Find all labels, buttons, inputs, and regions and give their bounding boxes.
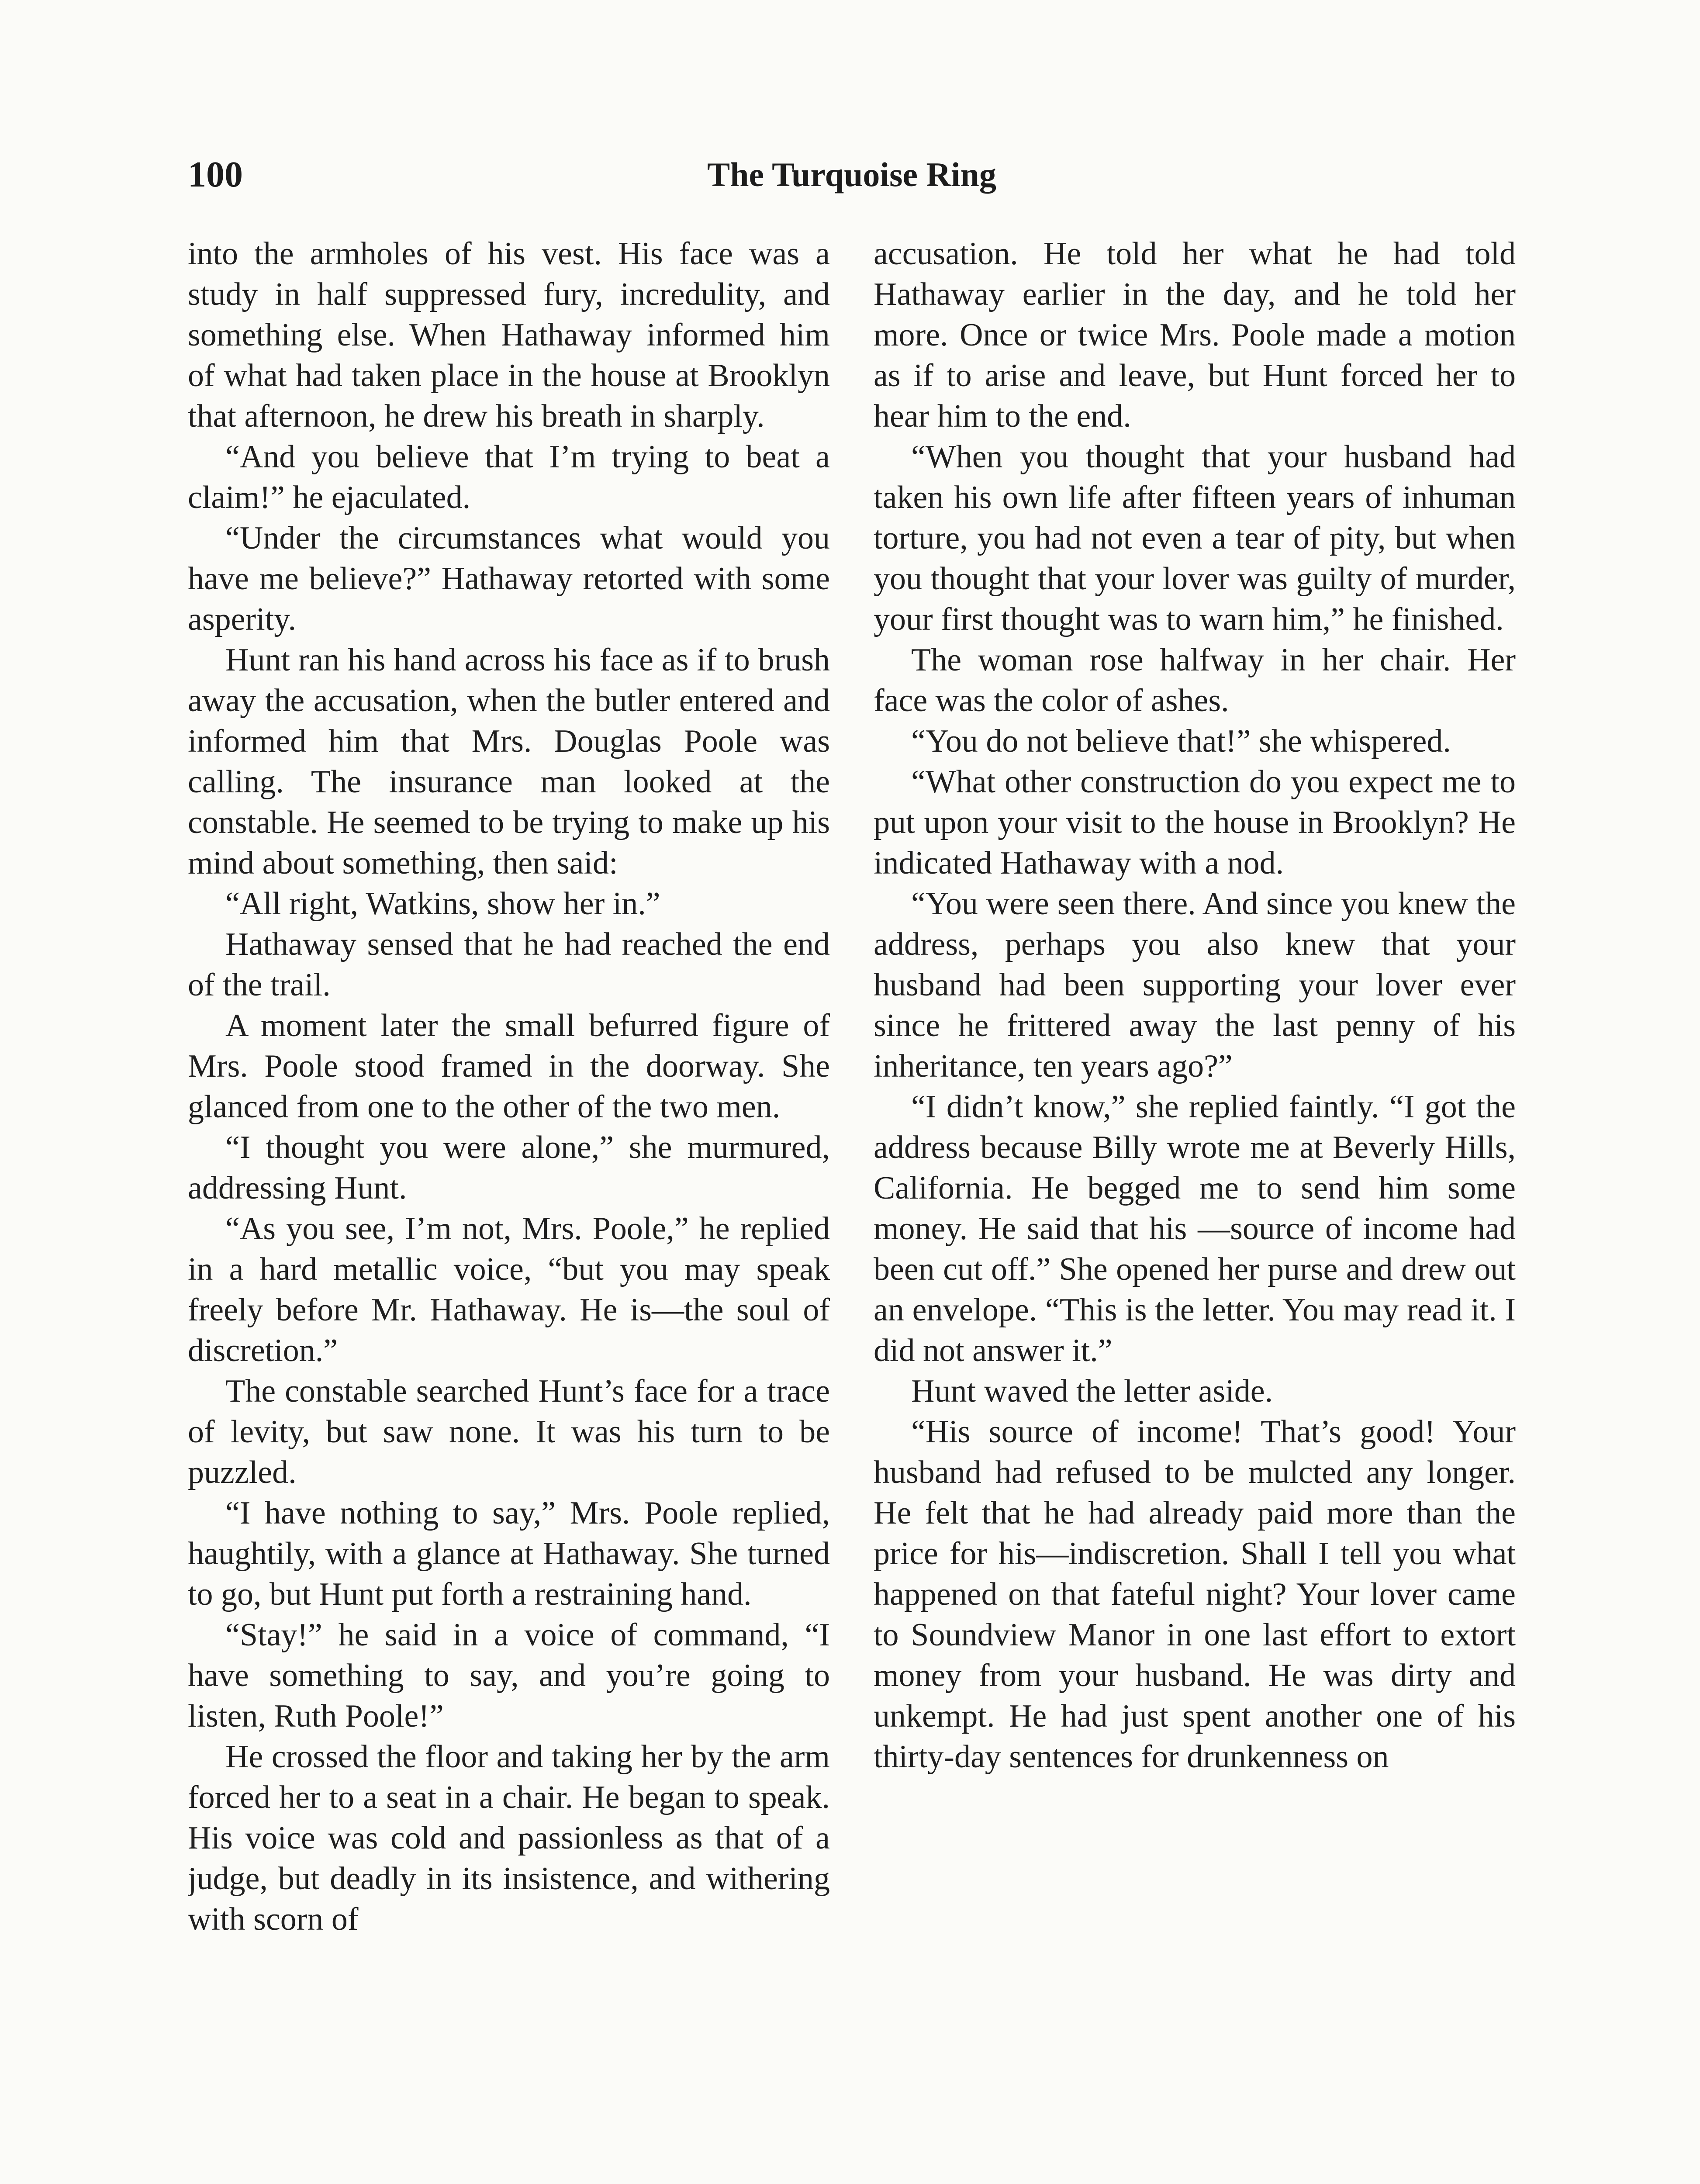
- running-title: The Turquoise Ring: [707, 156, 996, 194]
- paragraph: “Stay!” he said in a voice of command, “I have something to say, and you’re going to listen, Ruth Poole!”: [188, 1617, 830, 1734]
- paragraph: “His source of income! That’s good! Your husband had refused to be mulcted any longer. He felt that he had already paid more than the price for his—indiscretion. Shall I tell you what happened on that fateful night? Your lover came to Soundview Manor in one last effort to extort money from your husband. He was dirty and unkempt. He had just spent another one of his thirty-day sentences for drunkenness on: [874, 1414, 1516, 1775]
- paragraph: He crossed the floor and taking her by the arm forced her to a seat in a chair. He began to speak. His voice was cold and passionless as that of a judge, but deadly in its insistence, and withering with scorn of: [188, 1739, 830, 1937]
- paragraph: “And you believe that I’m trying to beat a claim!” he ejaculated.: [188, 439, 830, 515]
- paragraph: accusation. He told her what he had told Hathaway earlier in the day, and he told her more. Once or twice Mrs. Poole made a motion as if to arise and leave, but Hunt forced her to hear him to the end.: [874, 236, 1516, 434]
- paragraph: “I have nothing to say,” Mrs. Poole replied, haughtily, with a glance at Hathaway. She turned to go, but Hunt put forth a restraining hand.: [188, 1495, 830, 1612]
- paragraph: “You do not believe that!” she whispered.: [911, 723, 1451, 759]
- left-text-column: [188, 234, 830, 2184]
- page-number: 100: [188, 154, 243, 195]
- paragraph: “All right, Watkins, show her in.”: [225, 886, 660, 922]
- paragraph: Hathaway sensed that he had reached the end of the trail.: [188, 926, 830, 1003]
- paragraph: “I thought you were alone,” she murmured, addressing Hunt.: [188, 1130, 830, 1206]
- paragraph: into the armholes of his vest. His face was a study in half suppressed fury, incredulity, and something else. When Hathaway informed him of what had taken place in the house at Brooklyn that afternoon, he drew his breath in sharply.: [188, 236, 830, 434]
- paragraph: Hunt ran his hand across his face as if to brush away the accusation, when the butler entered and informed him that Mrs. Douglas Poole was calling. The insurance man looked at the constable. He seemed to be trying to make up his mind about something, then said:: [188, 642, 830, 881]
- paragraph: The constable searched Hunt’s face for a trace of levity, but saw none. It was his turn to be puzzled.: [188, 1373, 830, 1490]
- paragraph: “What other construction do you expect me to put upon your visit to the house in Brooklyn? He indicated Hathaway with a nod.: [874, 764, 1516, 881]
- paragraph: A moment later the small befurred figure of Mrs. Poole stood framed in the doorway. She glanced from one to the other of the two men.: [188, 1008, 830, 1125]
- right-text-column: [874, 234, 1516, 2184]
- paragraph: “When you thought that your husband had taken his own life after fifteen years of inhuman torture, you had not even a tear of pity, but when you thought that your lover was guilty of murder, your first thought was to warn him,” he finished.: [874, 439, 1516, 637]
- paragraph: “Under the circumstances what would you have me believe?” Hathaway retorted with some asperity.: [188, 520, 830, 637]
- paragraph: “As you see, I’m not, Mrs. Poole,” he replied in a hard metallic voice, “but you may speak freely before Mr. Hathaway. He is—the soul of discretion.”: [188, 1211, 830, 1368]
- paragraph: “I didn’t know,” she replied faintly. “I got the address because Billy wrote me at Beverly Hills, California. He begged me to send him some money. He said that his —source of income had been cut off.” She opened her purse and drew out an envelope. “This is the letter. You may read it. I did not answer it.”: [874, 1089, 1516, 1368]
- paragraph: Hunt waved the letter aside.: [911, 1373, 1273, 1409]
- page-header: [188, 144, 1516, 205]
- paragraph: The woman rose halfway in her chair. Her face was the color of ashes.: [874, 642, 1516, 719]
- paragraph: “You were seen there. And since you knew the address, perhaps you also knew that your husband had been supporting your lover ever since he frittered away the last penny of his inheritance, ten years ago?”: [874, 886, 1516, 1084]
